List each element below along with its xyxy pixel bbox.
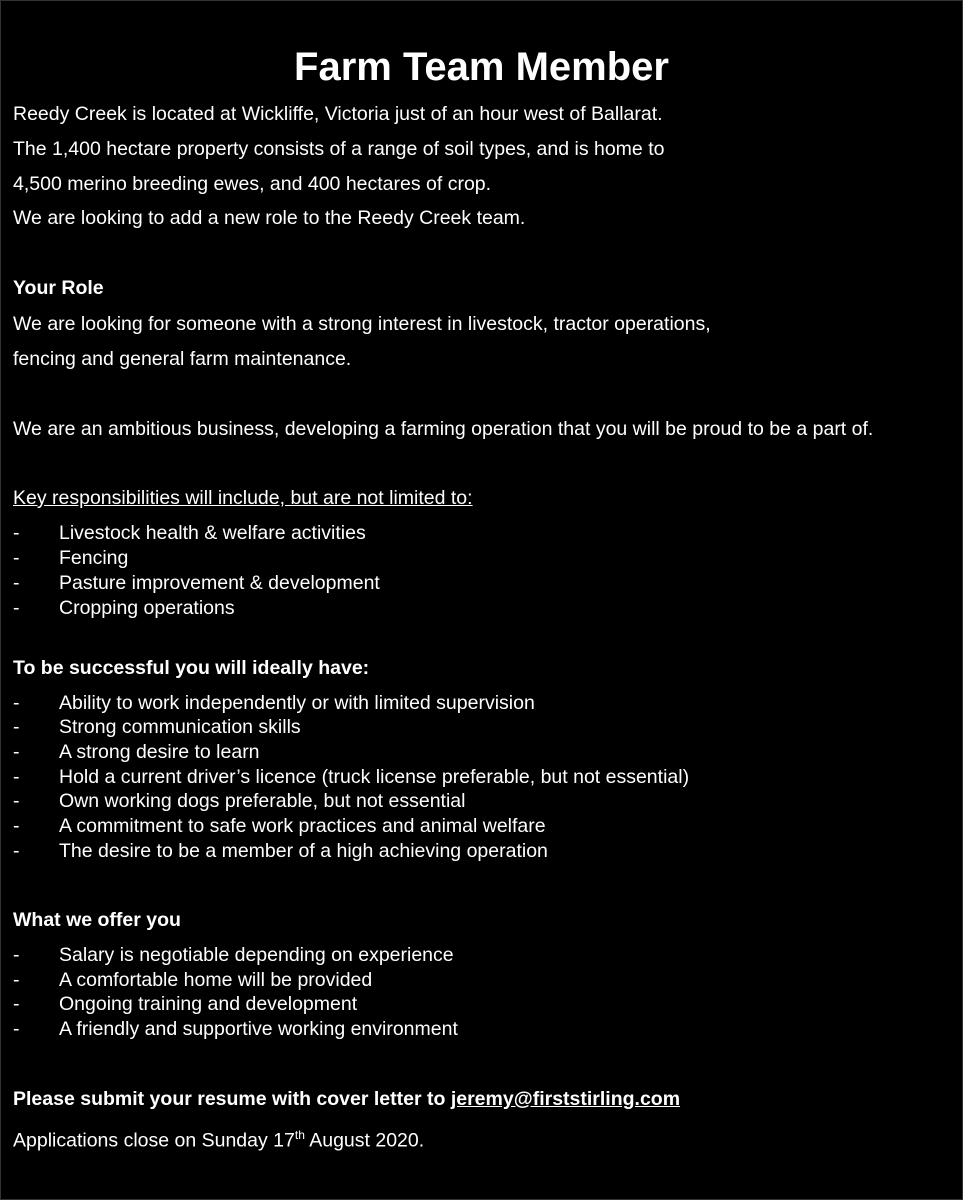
list-item bbox=[13, 740, 260, 764]
list-item bbox=[13, 691, 535, 715]
bullet-dash: - bbox=[13, 766, 20, 788]
list-item bbox=[13, 1017, 458, 1041]
intro-line: The 1,400 hectare property consists of a range of soil types, and is home to bbox=[13, 138, 665, 160]
bullet-dash: - bbox=[13, 572, 20, 594]
list-item bbox=[13, 814, 546, 838]
list-item bbox=[13, 715, 301, 739]
list-item bbox=[13, 968, 372, 992]
bullet-dash: - bbox=[13, 840, 20, 862]
bullet-dash: - bbox=[13, 716, 20, 738]
apply-text bbox=[13, 1087, 680, 1111]
email-link[interactable]: jeremy@firststirling.com bbox=[450, 1088, 681, 1110]
bullet-dash: - bbox=[13, 944, 20, 966]
bullet-dash: - bbox=[13, 1018, 20, 1040]
bullet-dash: - bbox=[13, 815, 20, 837]
bullet-dash: - bbox=[13, 993, 20, 1015]
closing-sup: th bbox=[294, 1128, 305, 1142]
list-item-text: Pasture improvement & development bbox=[59, 572, 380, 594]
list-item-text: Salary is negotiable depending on experience bbox=[59, 944, 454, 966]
list-item-text: A comfortable home will be provided bbox=[59, 969, 373, 991]
intro-line: We are looking to add a new role to the Reedy Creek team. bbox=[13, 207, 526, 229]
closing-prefix: Applications close on Sunday 17 bbox=[13, 1129, 295, 1152]
list-item-text: The desire to be a member of a high achieving operation bbox=[59, 840, 548, 862]
ambition-text: We are an ambitious business, developing a farming operation that you will be proud to be a part of. bbox=[13, 418, 874, 440]
list-item-text: Own working dogs preferable, but not essential bbox=[59, 790, 466, 812]
closing-date bbox=[13, 1123, 424, 1153]
bullet-dash: - bbox=[13, 547, 20, 569]
bullet-dash: - bbox=[13, 692, 20, 714]
list-item-text: Ongoing training and development bbox=[59, 993, 358, 1015]
list-item-text: Ability to work independently or with limited supervision bbox=[59, 692, 535, 714]
list-item bbox=[13, 546, 128, 570]
role-heading: Your Role bbox=[13, 277, 104, 299]
list-item-text: A strong desire to learn bbox=[59, 741, 260, 763]
list-item bbox=[13, 765, 689, 789]
bullet-dash: - bbox=[13, 969, 20, 991]
list-item bbox=[13, 571, 380, 595]
list-item bbox=[13, 521, 366, 545]
page-title: Farm Team Member bbox=[294, 45, 669, 89]
list-item bbox=[13, 943, 454, 967]
list-item-text: A friendly and supportive working environment bbox=[59, 1018, 458, 1040]
list-item-text: Livestock health & welfare activities bbox=[59, 522, 366, 544]
list-item-text: Hold a current driver’s licence (truck license preferable, but not essential) bbox=[59, 766, 690, 788]
role-line: We are looking for someone with a strong interest in livestock, tractor operations, bbox=[13, 313, 711, 335]
responsibilities-heading: Key responsibilities will include, but are not limited to: bbox=[13, 487, 473, 509]
list-item bbox=[13, 596, 235, 620]
list-item-text: Strong communication skills bbox=[59, 716, 301, 738]
role-line: fencing and general farm maintenance. bbox=[13, 348, 352, 370]
list-item bbox=[13, 839, 548, 863]
bullet-dash: - bbox=[13, 522, 20, 544]
bullet-dash: - bbox=[13, 790, 20, 812]
intro-line: Reedy Creek is located at Wickliffe, Victoria just of an hour west of Ballarat. bbox=[13, 103, 663, 125]
list-item-text: Cropping operations bbox=[59, 597, 235, 619]
list-item-text: Fencing bbox=[59, 547, 129, 569]
requirements-heading: To be successful you will ideally have: bbox=[13, 657, 370, 679]
offer-heading: What we offer you bbox=[13, 909, 181, 931]
list-item-text: A commitment to safe work practices and animal welfare bbox=[59, 815, 546, 837]
intro-line: 4,500 merino breeding ewes, and 400 hectares of crop. bbox=[13, 173, 492, 195]
closing-suffix: August 2020. bbox=[304, 1129, 425, 1152]
bullet-dash: - bbox=[13, 597, 20, 619]
bullet-dash: - bbox=[13, 741, 20, 763]
list-item bbox=[13, 992, 357, 1016]
list-item bbox=[13, 789, 465, 813]
apply-label: Please submit your resume with cover letter to bbox=[13, 1088, 451, 1110]
